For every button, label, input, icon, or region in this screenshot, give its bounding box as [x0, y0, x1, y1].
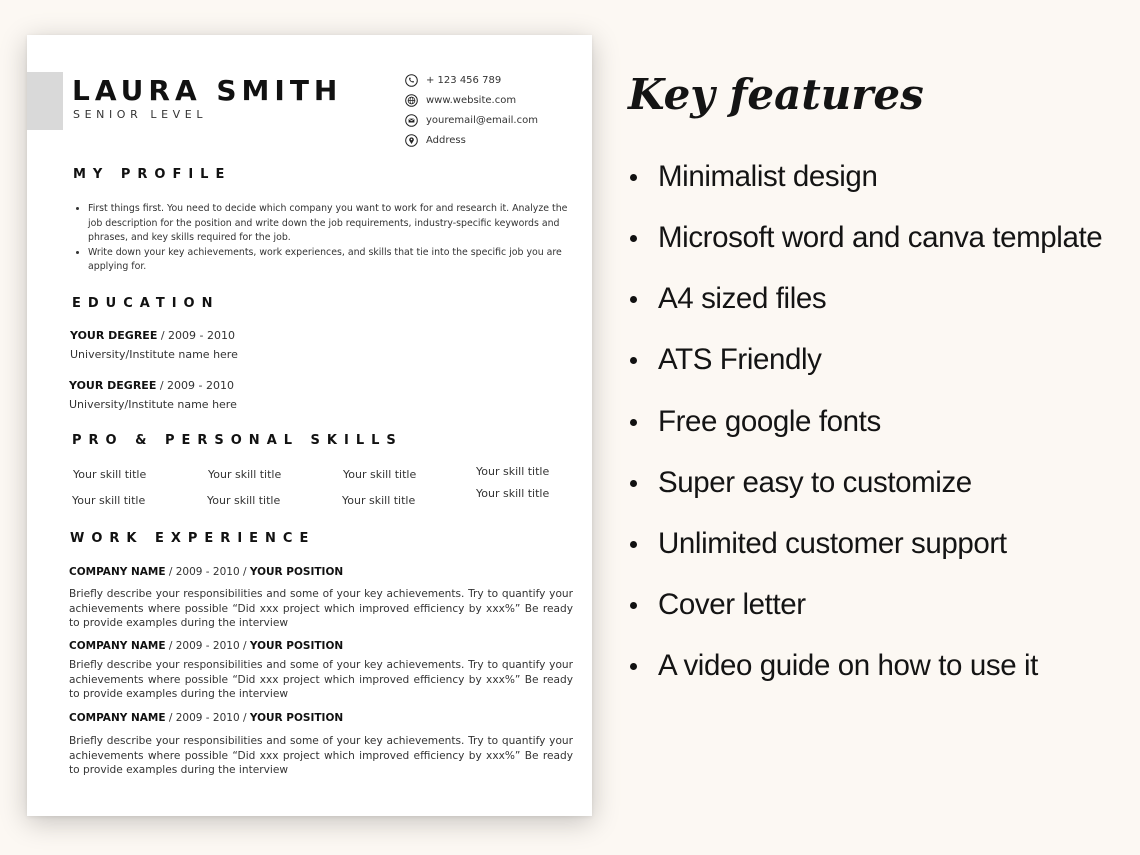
job-position: YOUR POSITION	[249, 712, 344, 724]
feature-item	[630, 402, 881, 442]
job-entry	[69, 638, 573, 702]
job-description: Briefly describe your responsibilities and some of your key achievements. Try to quantify your achievements where possible “Did xxx project which improved efficiency by xxx%” Be ready to provide examples during the interview	[69, 659, 573, 700]
resume-page	[27, 35, 592, 816]
skill-item: Your skill title	[342, 494, 416, 507]
skill-item: Your skill title	[343, 468, 417, 481]
contact-email	[405, 110, 538, 130]
feature-text: A video guide on how to use it	[658, 649, 1038, 682]
feature-text: Super easy to customize	[658, 466, 972, 499]
location-icon	[405, 134, 418, 147]
job-position: YOUR POSITION	[249, 566, 344, 578]
contact-website-text: www.website.com	[426, 94, 517, 106]
job-company: COMPANY NAME	[69, 640, 166, 652]
skills-heading: PRO & PERSONAL SKILLS	[72, 433, 403, 448]
bullet-icon	[630, 602, 637, 609]
profile-bullet: • Write down your key achievements, work experiences, and skills that tie into the specific job you are applying for.	[88, 246, 578, 275]
work-heading: WORK EXPERIENCE	[70, 531, 316, 546]
education-years: / 2009 - 2010	[157, 329, 235, 342]
contact-phone	[405, 70, 538, 90]
profile-heading: MY PROFILE	[73, 167, 232, 182]
bullet-icon	[630, 480, 637, 487]
feature-item	[630, 279, 826, 319]
education-years: / 2009 - 2010	[156, 379, 234, 392]
globe-icon	[405, 94, 418, 107]
education-entry	[70, 326, 238, 364]
education-institution: University/Institute name here	[70, 348, 238, 361]
contact-list	[405, 70, 538, 150]
skill-item: Your skill title	[73, 468, 147, 481]
phone-icon	[405, 74, 418, 87]
profile-bullet: • First things first. You need to decide which company you want to work for and research it. Analyze the job description for the position and write down the job requirements, industry-specific keywords and phrases, and key skills required for the job.	[88, 202, 578, 246]
education-degree: YOUR DEGREE	[70, 329, 158, 342]
features-title: Key features	[628, 70, 924, 119]
feature-item	[630, 340, 822, 380]
bullet-icon	[630, 541, 637, 548]
feature-item	[630, 585, 806, 625]
bullet-icon	[630, 296, 637, 303]
feature-text: Free google fonts	[658, 405, 881, 438]
job-description: Briefly describe your responsibilities and some of your key achievements. Try to quantify your achievements where possible “Did xxx project which improved efficiency by xxx%” Be ready to provide examples during the interview	[69, 588, 573, 629]
bullet-icon	[630, 174, 637, 181]
job-years: / 2009 - 2010 /	[165, 712, 250, 724]
contact-phone-text: + 123 456 789	[426, 74, 502, 86]
profile-list	[74, 202, 578, 275]
bullet-icon	[630, 235, 637, 242]
resume-name: LAURA SMITH	[72, 74, 343, 107]
job-years: / 2009 - 2010 /	[165, 566, 250, 578]
bullet-icon	[630, 357, 637, 364]
education-institution: University/Institute name here	[69, 398, 237, 411]
job-company: COMPANY NAME	[69, 566, 166, 578]
skill-item: Your skill title	[72, 494, 146, 507]
skill-item: Your skill title	[476, 487, 550, 500]
job-entry	[69, 564, 573, 631]
job-description: Briefly describe your responsibilities and some of your key achievements. Try to quantify your achievements where possible “Did xxx project which improved efficiency by xxx%” Be ready to provide examples during the interview	[69, 735, 573, 776]
bullet-icon	[630, 663, 637, 670]
education-heading: EDUCATION	[72, 296, 220, 311]
feature-text: ATS Friendly	[658, 343, 822, 376]
header-accent-bar	[27, 72, 63, 130]
education-degree: YOUR DEGREE	[69, 379, 157, 392]
feature-item	[630, 646, 1038, 686]
feature-text: Microsoft word and canva template	[658, 221, 1103, 254]
job-years: / 2009 - 2010 /	[165, 640, 250, 652]
skill-item: Your skill title	[208, 468, 282, 481]
job-entry	[69, 710, 573, 778]
education-entry	[69, 376, 237, 414]
bullet-icon	[630, 419, 637, 426]
job-position: YOUR POSITION	[249, 640, 344, 652]
skill-item: Your skill title	[207, 494, 281, 507]
email-icon	[405, 114, 418, 127]
contact-address	[405, 130, 538, 150]
contact-website	[405, 90, 538, 110]
skill-item: Your skill title	[476, 465, 550, 478]
resume-level: SENIOR LEVEL	[73, 108, 208, 121]
feature-text: Minimalist design	[658, 160, 878, 193]
feature-text: A4 sized files	[658, 282, 827, 315]
feature-item	[630, 218, 1102, 258]
feature-item	[630, 524, 1007, 564]
job-company: COMPANY NAME	[69, 712, 166, 724]
contact-email-text: youremail@email.com	[426, 114, 538, 126]
feature-item	[630, 463, 972, 503]
feature-item	[630, 157, 877, 197]
feature-text: Unlimited customer support	[658, 527, 1007, 560]
feature-text: Cover letter	[658, 588, 806, 621]
contact-address-text: Address	[426, 134, 466, 146]
